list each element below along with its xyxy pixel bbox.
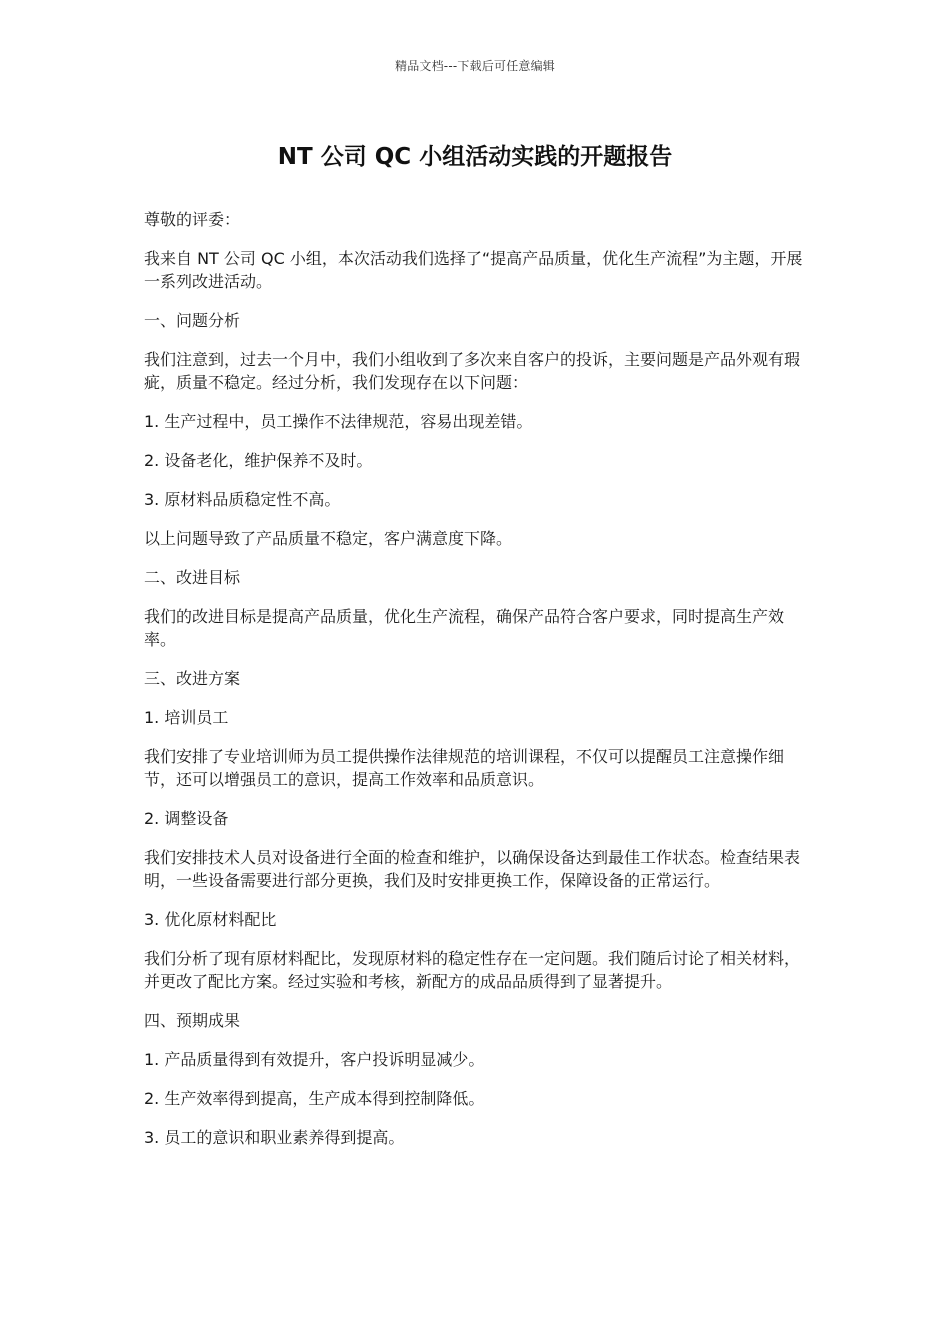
problem-item-2: 2. 设备老化，维护保养不及时。 — [144, 451, 373, 470]
document-body — [144, 208, 808, 1165]
plan-training-paragraph: 我们安排了专业培训师为员工提供操作法律规范的培训课程，不仅可以提醒员工注意操作细节，还可以增强员工的意识，提高工作效率和品质意识。 — [144, 747, 785, 789]
header-note: 精品文档---下载后可任意编辑 — [395, 59, 555, 73]
section-heading-goals: 二、改进目标 — [144, 568, 241, 587]
problem-item-3: 3. 原材料品质稳定性不高。 — [144, 490, 341, 509]
document-title: NT 公司 QC 小组活动实践的开题报告 — [277, 144, 673, 170]
result-item-3: 3. 员工的意识和职业素养得到提高。 — [144, 1128, 405, 1147]
problem-item-1: 1. 生产过程中，员工操作不法律规范，容易出现差错。 — [144, 412, 533, 431]
goals-paragraph: 我们的改进目标是提高产品质量，优化生产流程，确保产品符合客户要求，同时提高生产效率。 — [144, 607, 785, 649]
section-heading-plan: 三、改进方案 — [144, 669, 241, 688]
section-heading-problem-analysis: 一、问题分析 — [144, 311, 241, 330]
section-heading-expected-results: 四、预期成果 — [144, 1011, 241, 1030]
plan-subheading-training: 1. 培训员工 — [144, 708, 229, 727]
result-item-2: 2. 生产效率得到提高，生产成本得到控制降低。 — [144, 1089, 485, 1108]
plan-equipment-paragraph: 我们安排技术人员对设备进行全面的检查和维护，以确保设备达到最佳工作状态。检查结果表明，一些设备需要进行部分更换，我们及时安排更换工作，保障设备的正常运行。 — [144, 848, 801, 890]
salutation: 尊敬的评委： — [144, 210, 241, 229]
plan-materials-paragraph: 我们分析了现有原材料配比，发现原材料的稳定性存在一定问题。我们随后讨论了相关材料，并更改了配比方案。经过实验和考核，新配方的成品品质得到了显著提升。 — [144, 949, 801, 991]
intro-paragraph: 我来自 NT 公司 QC 小组，本次活动我们选择了“提高产品质量，优化生产流程”为主题，开展一系列改进活动。 — [144, 249, 803, 291]
problem-description: 我们注意到，过去一个月中，我们小组收到了多次来自客户的投诉，主要问题是产品外观有瑕疵，质量不稳定。经过分析，我们发现存在以下问题： — [144, 350, 801, 392]
result-item-1: 1. 产品质量得到有效提升，客户投诉明显减少。 — [144, 1050, 485, 1069]
problem-summary: 以上问题导致了产品质量不稳定，客户满意度下降。 — [144, 529, 513, 548]
plan-subheading-materials: 3. 优化原材料配比 — [144, 910, 277, 929]
plan-subheading-equipment: 2. 调整设备 — [144, 809, 229, 828]
